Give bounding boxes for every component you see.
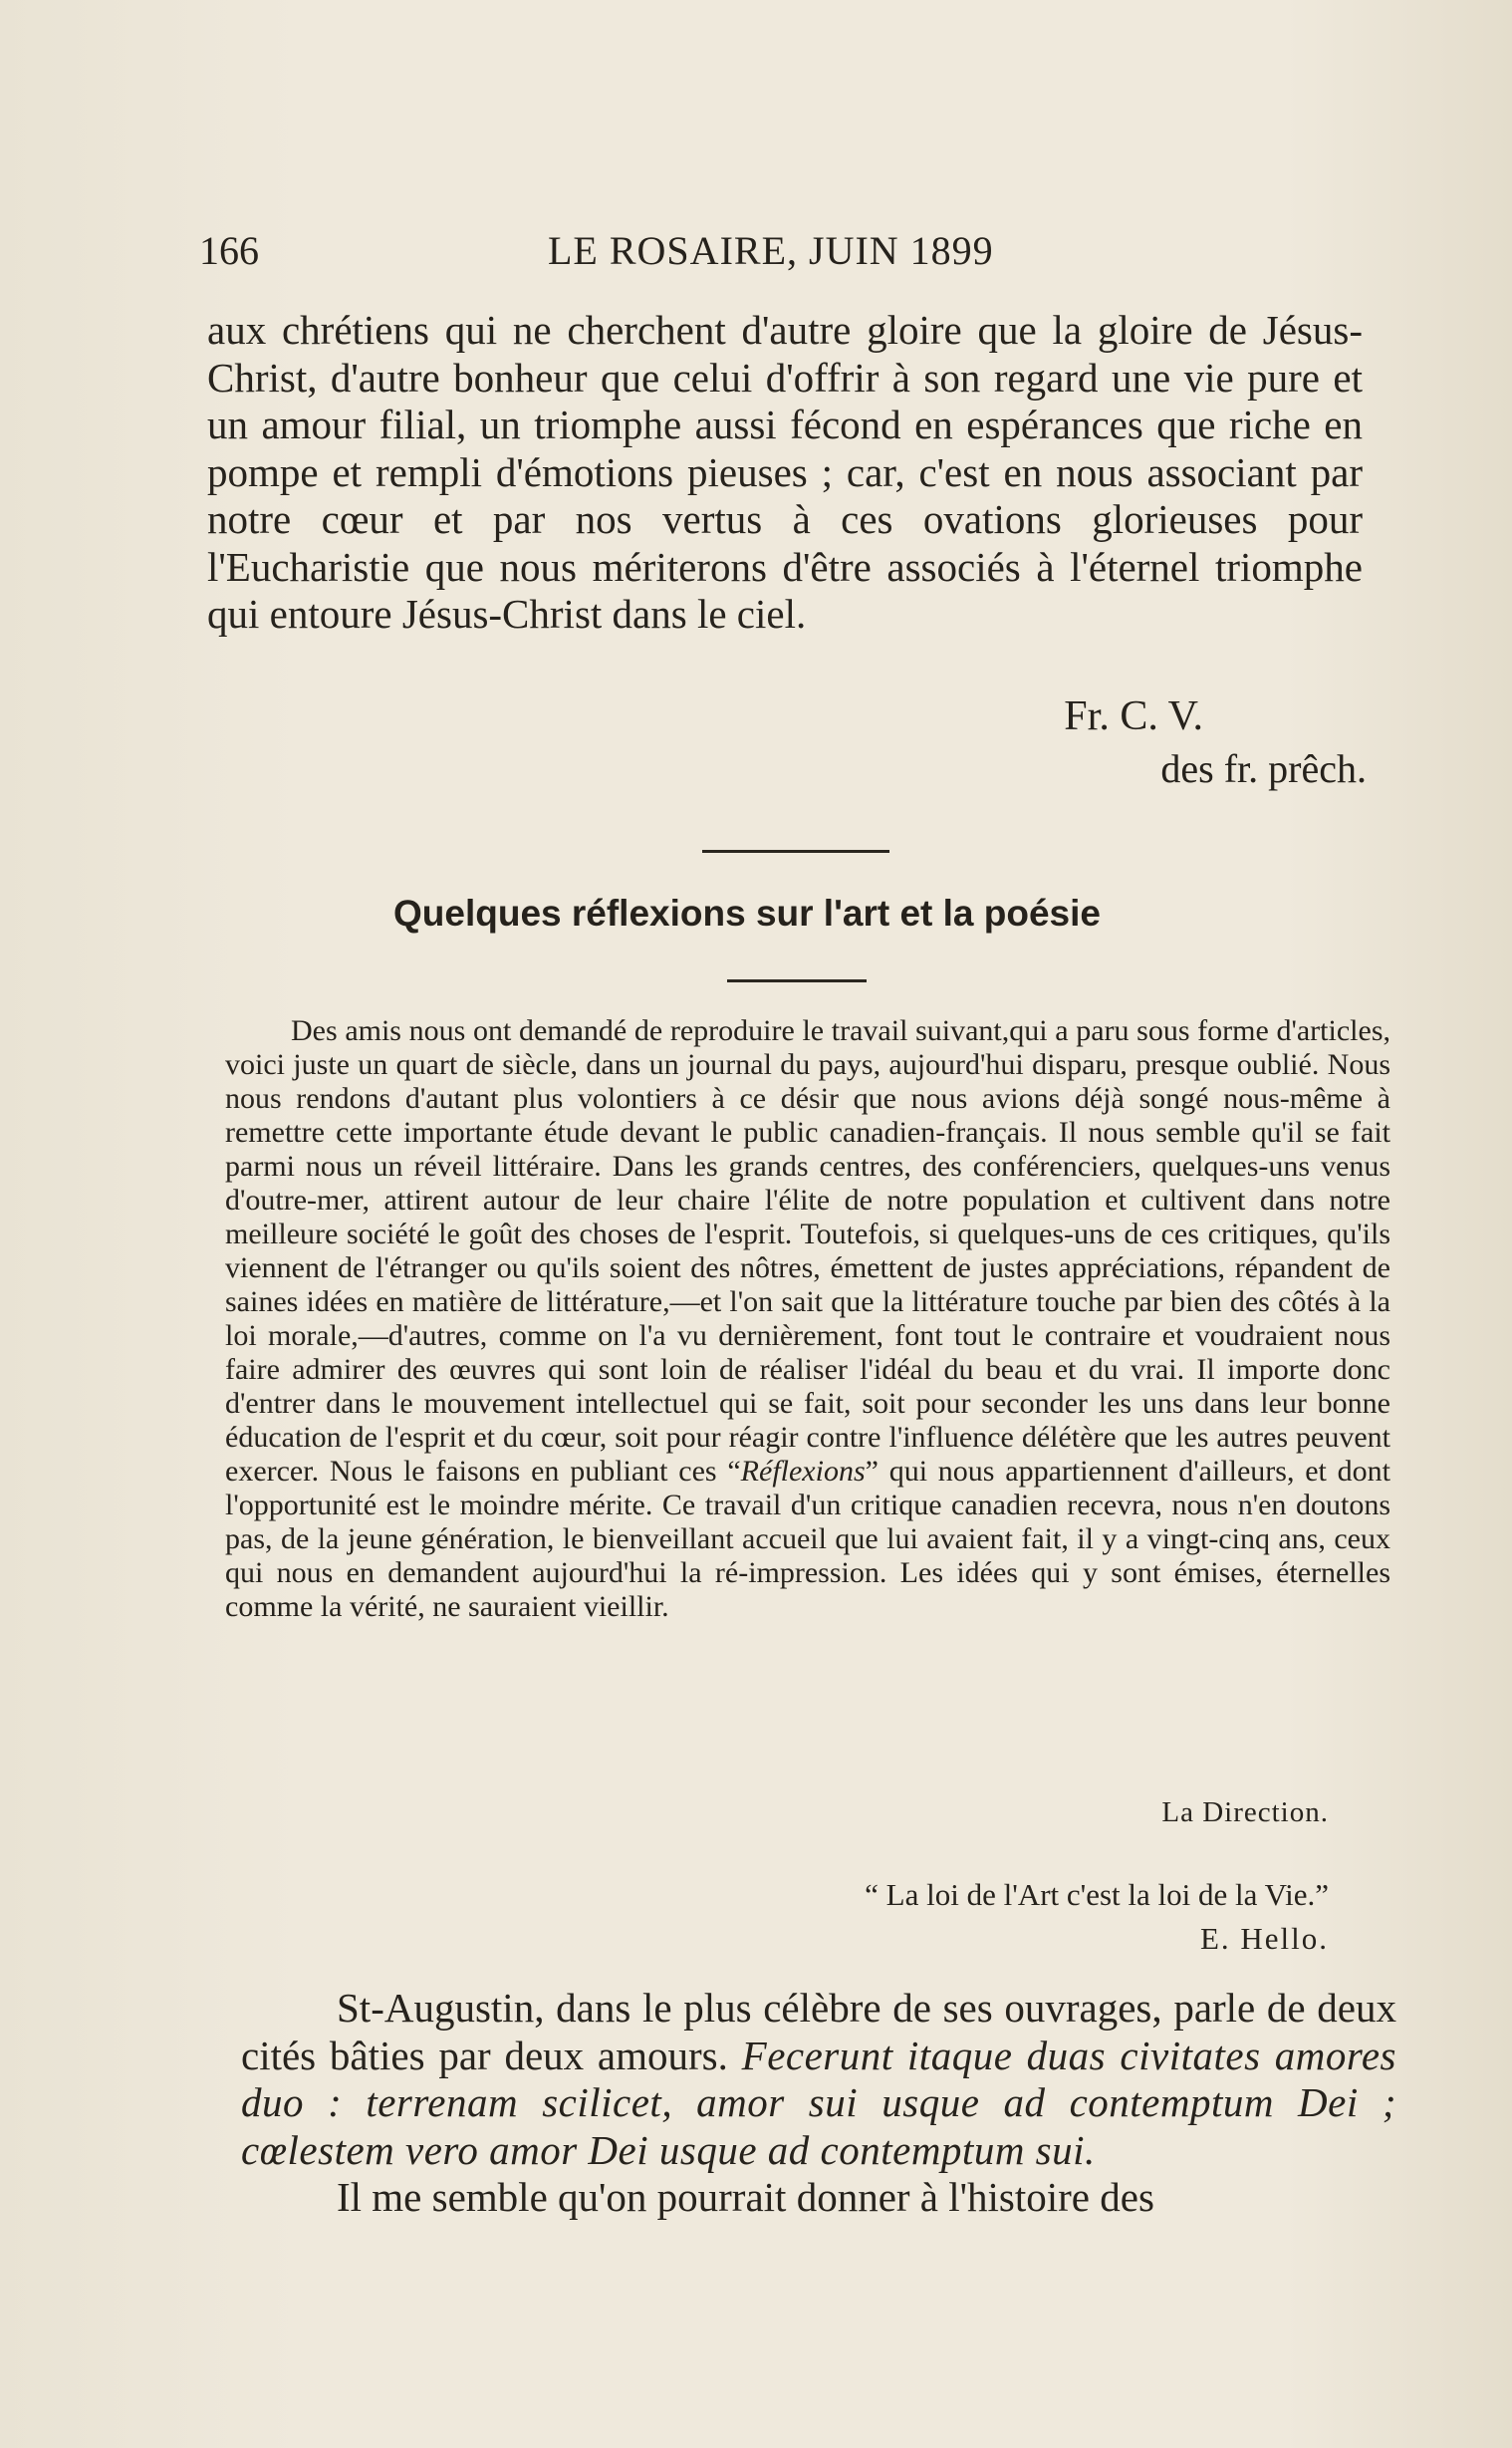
intro-signature: La Direction. [1161,1796,1329,1828]
body-next: Il me semble qu'on pourrait donner à l'histoire des [337,2174,1154,2220]
section-divider [702,850,889,853]
title-underline [727,979,867,982]
article-body [241,1985,1396,2222]
intro-text-end: qui nous appartiennent d'ailleurs, et dont l'opportunité est le moindre mérite. Ce travail d'un critique canadien recevra, nous n'en doutons pas, de la jeune génération, le bienveillant accueil que lui avaient fait, il y a vingt-cinq ans, ceux qui nous en demandent aujourd'hui la ré-impression. Les idées qui y sont émises, éternelles comme la vérité, ne sauraient vieillir. [225,1455,1390,1623]
intro-italic: Réflexions [740,1455,866,1488]
signature-sub: des fr. prêch. [1160,746,1367,791]
article-title: Quelques réflexions sur l'art et la poésie [393,893,1101,934]
continuation-text: aux chrétiens qui ne cherchent d'autre gloire que la gloire de Jésus-Christ, d'autre bonheur que celui d'offrir à son regard une vie pure et un amour filial, un triomphe aussi fécond en espérances que riche en pompe et rempli d'émotions pieuses ; car, c'est en nous associant par notre cœur et par nos vertus à ces ovations glorieuses pour l'Eucharistie que nous mériterons d'être associés à l'éternel triomphe qui entoure Jésus-Christ dans le ciel. [207,307,1363,637]
signature: Fr. C. V. [1064,693,1203,739]
page-number: 166 [199,228,259,273]
intro-text: Des amis nous ont demandé de reproduire le travail suivant,qui a paru sous forme d'articles, voici juste un quart de siècle, dans un journal du pays, aujourd'hui disparu, presque oublié. Nous nous rendons d'autant plus volontiers à ce désir que nous avions déjà songé nous-même à remettre cette importante étude devant le public canadien-français. Il nous semble qu'il se fait parmi nous un réveil littéraire. Dans les grands centres, des conférenciers, quelques-uns venus d'outre-mer, attirent autour de leur chaire l'élite de notre population et cultivent dans notre meilleure société le goût des choses de l'esprit. Toutefois, si quelques-uns de ces critiques, qu'ils viennent de l'étranger ou qu'ils soient des nôtres, émettent de justes appréciations, répandent de saines idées en matière de littérature,—et l'on sait que la littérature touche par bien des côtés à la loi morale,—d'autres, comme on l'a vu dernièrement, font tout le contraire et voudraient nous faire admirer des œuvres qui sont loin de réaliser l'idéal du beau et du vrai. Il importe donc d'entrer dans le mouvement intellectuel qui se fait, soit pour seconder les uns dans leur bonne éducation de l'esprit et du cœur, soit pour réagir contre l'influence délétère que les autres peuvent exercer. Nous le faisons en publiant ces [225,1014,1390,1488]
continuation-paragraph [207,307,1363,639]
latin-quote: Fecerunt itaque duas civitates amores duo : terrenam scilicet, amor sui usque ad contemptum Dei ; cœlestem vero amor Dei usque ad contemptum sui. [241,2032,1396,2173]
epigraph-author: E. Hello. [1199,1921,1329,1956]
epigraph-text: La loi de l'Art c'est la loi de la Vie. [885,1877,1316,1912]
page-header [199,227,1026,287]
running-head: LE ROSAIRE, JUIN 1899 [548,228,994,273]
epigraph: “ La loi de l'Art c'est la loi de la Vie.” E. Hello. [225,1873,1329,1961]
editorial-intro: Des amis nous ont demandé de reproduire le travail suivant,qui a paru sous forme d'articles, voici juste un quart de siècle, dans un journal du pays, aujourd'hui disparu, presque oublié. Nous nous rendons d'autant plus volontiers à ce désir que nous avions déjà songé nous-même à remettre cette importante étude devant le public canadien-français. Il nous semble qu'il se fait parmi nous un réveil littéraire. Dans les grands centres, des conférenciers, quelques-uns venus d'outre-mer, attirent autour de leur chaire l'élite de notre population et cultivent dans notre meilleure société le goût des choses de l'esprit. Toutefois, si quelques-uns de ces critiques, qu'ils viennent de l'étranger ou qu'ils soient des nôtres, émettent de justes appréciations, répandent de saines idées en matière de littérature,—et l'on sait que la littérature touche par bien des côtés à la loi morale,—d'autres, comme on l'a vu dernièrement, font tout le contraire et voudraient nous faire admirer des œuvres qui sont loin de réaliser l'idéal du beau et du vrai. Il importe donc d'entrer dans le mouvement intellectuel qui se fait, soit pour seconder les uns dans leur bonne éducation de l'esprit et du cœur, soit pour réagir contre l'influence délétère que les autres peuvent exercer. Nous le faisons en publiant ces “Réflexions” qui nous appartiennent d'ailleurs, et dont l'opportunité est le moindre mérite. Ce travail d'un critique canadien recevra, nous n'en doutons pas, de la jeune génération, le bienveillant accueil que lui avaient fait, il y a vingt-cinq ans, ceux qui nous en demandent aujourd'hui la ré-impression. Les idées qui y sont émises, éternelles comme la vérité, ne sauraient vieillir. [225,1014,1390,1623]
body-text: St-Augustin, dans le plus célèbre de ses ouvrages, parle de deux cités bâties par deux amours. [241,1985,1396,2078]
